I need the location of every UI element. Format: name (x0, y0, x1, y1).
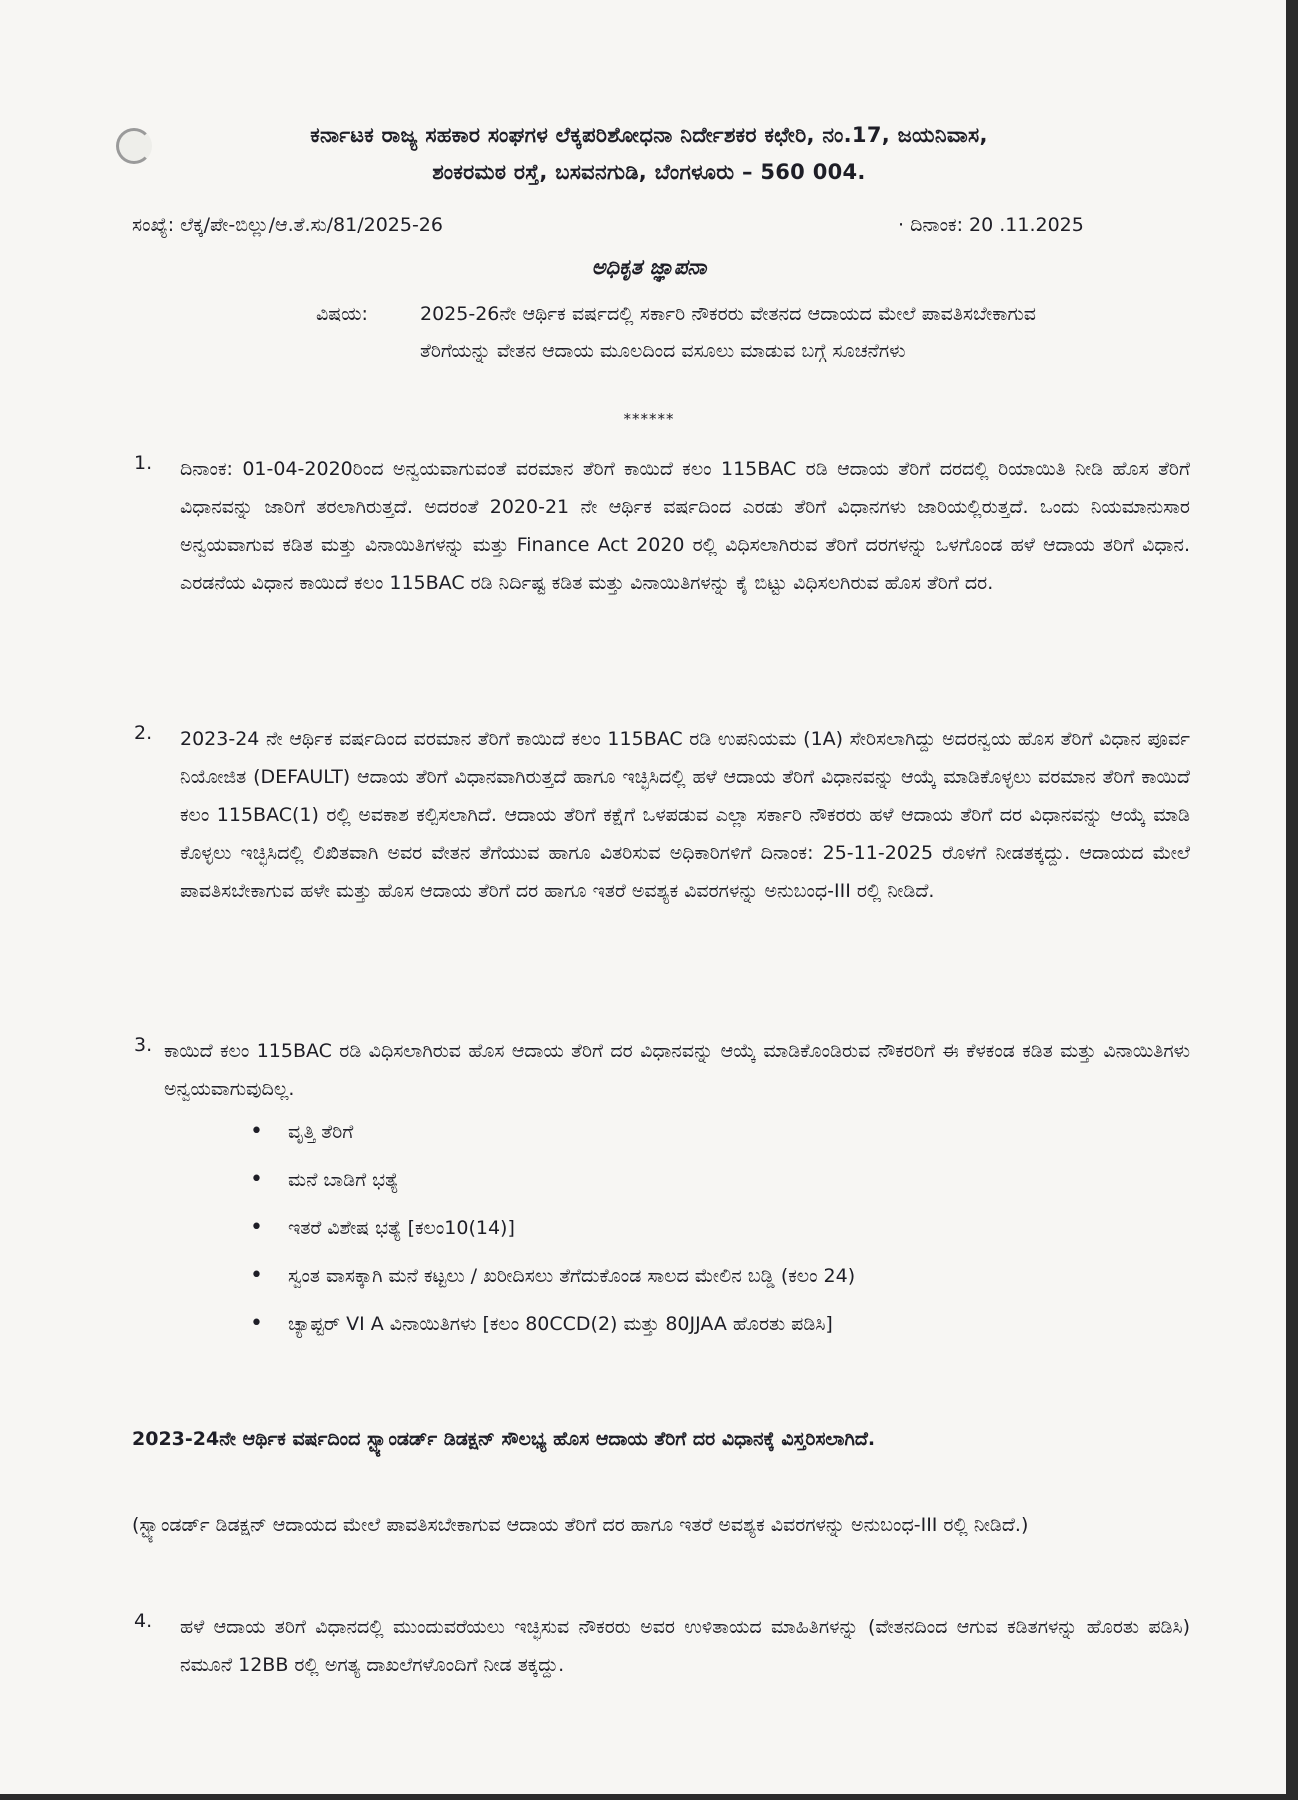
office-header-line2: ಶಂಕರಮಠ ರಸ್ತೆ, ಬಸವನಗುಡಿ, ಬೆಂಗಳೂರು – 560 004. (432, 160, 866, 184)
paragraph-number: 2. (134, 722, 153, 744)
bullet-icon: • (250, 1167, 263, 1192)
office-header-line1: ಕರ್ನಾಟಕ ರಾಜ್ಯ ಸಹಕಾರ ಸಂಘಗಳ ಲೆಕ್ಕಪರಿಶೋಧನಾ ನಿರ್ದೇಶಕರ ಕಛೇರಿ, ನಂ.17, ಜಯನಿವಾಸ, (310, 123, 988, 147)
subject-text: 2025-26ನೇ ಆರ್ಥಿಕ ವರ್ಷದಲ್ಲಿ ಸರ್ಕಾರಿ ನೌಕರರು ವೇತನದ ಆದಾಯದ ಮೇಲೆ ಪಾವತಿಸಬೇಕಾಗುವ ತೆರಿಗೆಯನ್ನು ವೇತನ ಆದಾಯ ಮೂಲದಿಂದ ವಸೂಲು ಮಾಡುವ ಬಗ್ಗೆ ಸೂಚನೆಗಳು (420, 303, 1036, 362)
paragraph-number: 3. (134, 1034, 153, 1056)
paragraph-1: ದಿನಾಂಕ: 01-04-2020ರಿಂದ ಅನ್ವಯವಾಗುವಂತೆ ವರಮಾನ ತೆರಿಗೆ ಕಾಯಿದೆ ಕಲಂ 115BAC ರಡಿ ಆದಾಯ ತೆರಿಗೆ ದರದಲ್ಲಿ ರಿಯಾಯಿತಿ ನೀಡಿ ಹೊಸ ತೆರಿಗೆ ವಿಧಾನವನ್ನು ಜಾರಿಗೆ ತರಲಾಗಿರುತ್ತದೆ. ಅದರಂತೆ 2020-21 ನೇ ಆರ್ಥಿಕ ವರ್ಷದಿಂದ ಎರಡು ತೆರಿಗೆ ವಿಧಾನಗಳು ಜಾರಿಯಲ್ಲಿರುತ್ತದೆ. ಒಂದು ನಿಯಮಾನುಸಾರ ಅನ್ವಯವಾಗುವ ಕಡಿತ ಮತ್ತು ವಿನಾಯಿತಿಗಳನ್ನು ಮತ್ತು Finance Act 2020 ರಲ್ಲಿ ವಿಧಿಸಲಾಗಿರುವ ತೆರಿಗೆ ದರಗಳನ್ನು ಒಳಗೊಂಡ ಹಳೆ ಆದಾಯ ತರಿಗೆ ವಿಧಾನ. ಎರಡನೆಯ ವಿಧಾನ ಕಾಯಿದೆ ಕಲಂ 115BAC ರಡಿ ನಿರ್ದಿಷ್ಟ ಕಡಿತ ಮತ್ತು ವಿನಾಯಿತಿಗಳನ್ನು ಕೈ ಬಿಟ್ಟು ವಿಧಿಸಲಗಿರುವ ಹೊಸ ತೆರಿಗೆ ದರ. (180, 458, 1190, 594)
bullet-icon: • (250, 1215, 263, 1240)
list-item-text: ಚ್ಯಾಪ್ಟರ್ VI A ವಿನಾಯಿತಿಗಳು [ಕಲಂ 80CCD(2) ಮತ್ತು 80JJAA ಹೊರತು ಪಡಿಸಿ] (288, 1313, 833, 1335)
bullet-icon: • (250, 1311, 263, 1336)
paragraph-number: 4. (134, 1610, 153, 1632)
list-item-text: ಸ್ವಂತ ವಾಸಕ್ಕಾಗಿ ಮನೆ ಕಟ್ಟಲು / ಖರೀದಿಸಲು ತೆಗೆದುಕೊಂಡ ಸಾಲದ ಮೇಲಿನ ಬಡ್ಡಿ (ಕಲಂ 24) (288, 1265, 856, 1287)
subject-label: ವಿಷಯ: (316, 303, 368, 325)
list-item (250, 1114, 1190, 1150)
bullet-icon: • (250, 1263, 263, 1288)
list-item (250, 1210, 1190, 1246)
exclusion-list (250, 1114, 1190, 1354)
separator: ****** (623, 410, 675, 428)
subject-block (316, 296, 1036, 370)
list-item (250, 1162, 1190, 1198)
paragraph-3: ಕಾಯಿದೆ ಕಲಂ 115BAC ರಡಿ ವಿಧಿಸಲಾಗಿರುವ ಹೊಸ ಆದಾಯ ತೆರಿಗೆ ದರ ವಿಧಾನವನ್ನು ಆಯ್ಕೆ ಮಾಡಿಕೊಂಡಿರುವ ನೌಕರರಿಗೆ ಈ ಕೆಳಕಂಡ ಕಡಿತ ಮತ್ತು ವಿನಾಯಿತಿಗಳು ಅನ್ವಯವಾಗುವುದಿಲ್ಲ. (164, 1040, 1190, 1100)
standard-deduction-note: 2023-24ನೇ ಆರ್ಥಿಕ ವರ್ಷದಿಂದ ಸ್ಟ್ಯಾಂಡರ್ಡ್ ಡಿಡಕ್ಷನ್ ಸೌಲಭ್ಯ ಹೊಸ ಆದಾಯ ತೆರಿಗೆ ದರ ವಿಧಾನಕ್ಕೆ ವಿಸ್ತರಿಸಲಾಗಿದೆ. (132, 1428, 876, 1450)
paragraph-2: 2023-24 ನೇ ಆರ್ಥಿಕ ವರ್ಷದಿಂದ ವರಮಾನ ತೆರಿಗೆ ಕಾಯಿದೆ ಕಲಂ 115BAC ರಡಿ ಉಪನಿಯಮ (1A) ಸೇರಿಸಲಾಗಿದ್ದು ಅದರನ್ವಯ ಹೊಸ ತೆರಿಗೆ ವಿಧಾನ ಪೂರ್ವ ನಿಯೋಜಿತ (DEFAULT) ಆದಾಯ ತೆರಿಗೆ ವಿಧಾನವಾಗಿರುತ್ತದೆ ಹಾಗೂ ಇಚ್ಛಿಸಿದಲ್ಲಿ ಹಳೆ ಆದಾಯ ತೆರಿಗೆ ವಿಧಾನವನ್ನು ಆಯ್ಕೆ ಮಾಡಿಕೊಳ್ಳಲು ವರಮಾನ ತೆರಿಗೆ ಕಾಯಿದೆ ಕಲಂ 115BAC(1) ರಲ್ಲಿ ಅವಕಾಶ ಕಲ್ಪಿಸಲಾಗಿದೆ. ಆದಾಯ ತೆರಿಗೆ ಕಕ್ಷೆಗೆ ಒಳಪಡುವ ಎಲ್ಲಾ ಸರ್ಕಾರಿ ನೌಕರರು ಹಳೆ ಆದಾಯ ತೆರಿಗೆ ದರ ವಿಧಾನವನ್ನು ಆಯ್ಕೆ ಮಾಡಿ ಕೊಳ್ಳಲು ಇಚ್ಛಿಸಿದಲ್ಲಿ ಲಿಖಿತವಾಗಿ ಅವರ ವೇತನ ತೆಗೆಯುವ ಹಾಗೂ ವಿತರಿಸುವ ಅಧಿಕಾರಿಗಳಿಗೆ ದಿನಾಂಕ: 25-11-2025 ರೊಳಗೆ ನೀಡತಕ್ಕದ್ದು. ಆದಾಯದ ಮೇಲೆ ಪಾವತಿಸಬೇಕಾಗುವ ಹಳೇ ಮತ್ತು ಹೊಸ ಆದಾಯ ತೆರಿಗೆ ದರ ಹಾಗೂ ಇತರೆ ಅವಶ್ಯಕ ವಿವರಗಳನ್ನು ಅನುಬಂಧ-III ರಲ್ಲಿ ನೀಡಿದೆ. (180, 728, 1190, 902)
list-item-text: ಮನೆ ಬಾಡಿಗೆ ಭತ್ಯೆ (288, 1169, 399, 1191)
paragraph-4: ಹಳೆ ಆದಾಯ ತರಿಗೆ ವಿಧಾನದಲ್ಲಿ ಮುಂದುವರೆಯಲು ಇಚ್ಛಿಸುವ ನೌಕರರು ಅವರ ಉಳಿತಾಯದ ಮಾಹಿತಿಗಳನ್ನು (ವೇತನದಿಂದ ಆಗುವ ಕಡಿತಗಳನ್ನು ಹೊರತು ಪಡಿಸಿ) ನಮೂನೆ 12BB ರಲ್ಲಿ ಅಗತ್ಯ ದಾಖಲೆಗಳೊಂದಿಗೆ ನೀಡ ತಕ್ಕದ್ದು. (180, 1616, 1190, 1676)
document-date: · ದಿನಾಂಕ: 20 .11.2025 (898, 214, 1084, 236)
list-item-text: ವೃತ್ತಿ ತೆರಿಗೆ (288, 1121, 354, 1143)
scan-edge-bottom (0, 1794, 1298, 1800)
list-item (250, 1306, 1190, 1342)
reference-number: ಸಂಖ್ಯೆ: ಲೆಕ್ಕ/ಪೇ-ಬಿಲ್ಲು/ಆ.ತೆ.ಸು/81/2025-26 (132, 214, 443, 236)
annexure-note: (ಸ್ಟ್ಯಾಂಡರ್ಡ್ ಡಿಡಕ್ಷನ್ ಆದಾಯದ ಮೇಲೆ ಪಾವತಿಸಬೇಕಾಗುವ ಆದಾಯ ತೆರಿಗೆ ದರ ಹಾಗೂ ಇತರೆ ಅವಶ್ಯಕ ವಿವರಗಳನ್ನು ಅನುಬಂಧ-III ರಲ್ಲಿ ನೀಡಿದೆ.) (132, 1514, 1029, 1536)
bullet-icon: • (250, 1119, 263, 1144)
order-title: ಅಧಿಕೃತ ಜ್ಞಾಪನಾ (591, 255, 707, 279)
list-item-text: ಇತರೆ ವಿಶೇಷ ಭತ್ಯೆ [ಕಲಂ10(14)] (288, 1217, 515, 1239)
paragraph-number: 1. (134, 452, 153, 474)
list-item (250, 1258, 1190, 1294)
